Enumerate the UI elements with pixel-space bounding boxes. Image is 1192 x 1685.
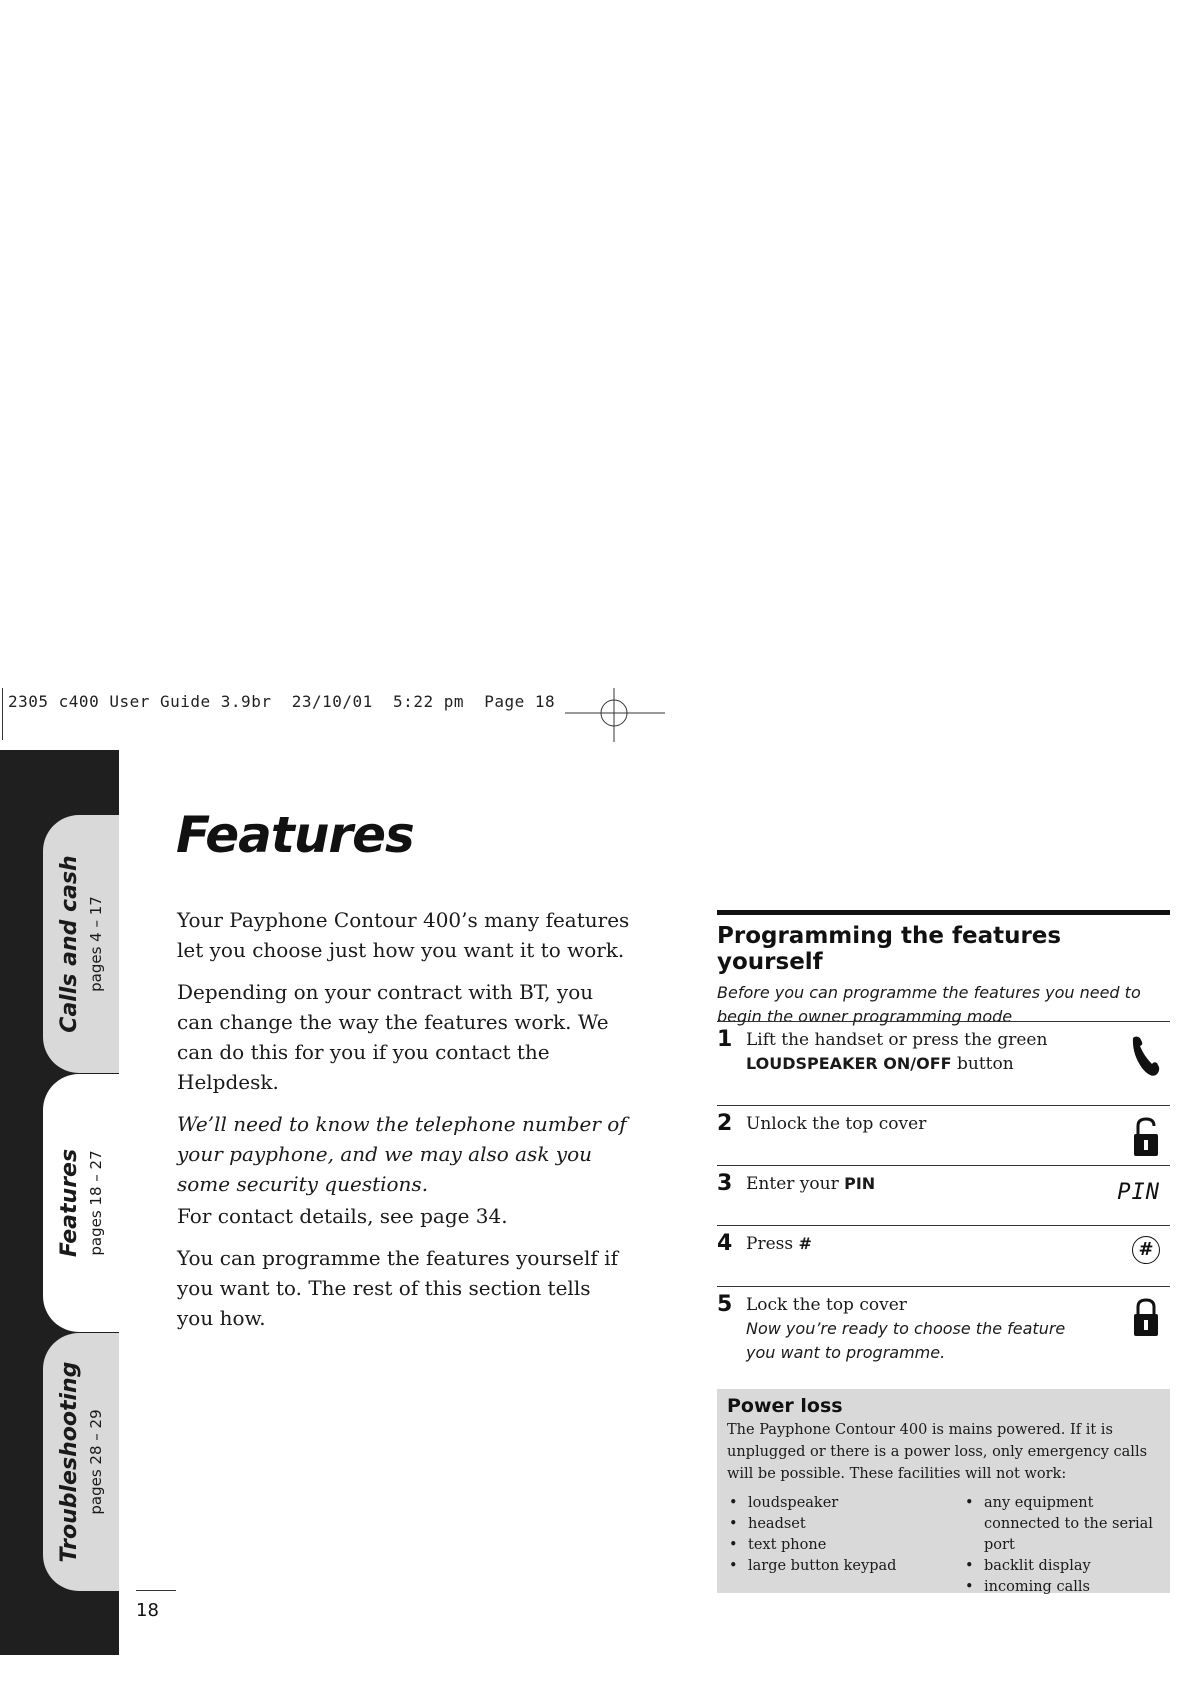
panel-rule: [717, 910, 1170, 915]
tab-troubleshooting[interactable]: [43, 1333, 119, 1591]
step-number: 5: [717, 1292, 733, 1317]
tab-title: Features: [57, 1148, 82, 1258]
contract-paragraph: Depending on your contract with BT, you can change the way the features work. We can do this for you if you contact the Helpdesk.: [177, 980, 609, 1094]
step-5: [717, 1286, 1170, 1383]
step-number: 1: [717, 1027, 733, 1052]
tab-title: Troubleshooting: [57, 1361, 82, 1563]
locked-padlock-icon: [1132, 1297, 1160, 1337]
tab-pages: pages 18 – 27: [87, 1150, 105, 1256]
step-text: Unlock the top cover: [746, 1114, 927, 1134]
step-list: [717, 1021, 1170, 1383]
list-item: • headset: [727, 1514, 963, 1535]
list-item: • text phone: [727, 1535, 963, 1556]
hash-key-icon[interactable]: #: [1132, 1236, 1160, 1264]
step-3: [717, 1165, 1170, 1225]
step-note: Now you’re ready to choose the feature you want to programme.: [746, 1319, 1066, 1362]
step-text: Lift the handset or press the green LOUDSPEAKER ON/OFF button: [746, 1030, 1048, 1074]
programming-panel: [717, 910, 1170, 1029]
list-item: • loudspeaker: [727, 1493, 963, 1514]
step-1: [717, 1021, 1170, 1105]
handset-icon: [1130, 1034, 1160, 1078]
step-number: 2: [717, 1111, 733, 1136]
step-text: Lock the top cover Now you’re ready to choose the feature you want to programme.: [746, 1293, 1086, 1365]
panel-subtitle: Before you can programme the features you need to begin the owner programming mode: [717, 983, 1141, 1026]
page-number-rule: [136, 1590, 176, 1591]
step-number: 3: [717, 1171, 733, 1196]
body-text: [177, 905, 632, 1345]
step-text: Press #: [746, 1234, 812, 1254]
facility-list-right: [963, 1493, 1153, 1598]
tab-title: Calls and cash: [57, 855, 82, 1033]
list-item: • incoming calls: [963, 1577, 1153, 1598]
section-sidebar: [0, 750, 119, 1655]
intro-paragraph: Your Payphone Contour 400’s many features let you choose just how you want it to work.: [177, 908, 630, 962]
facility-list-left: [727, 1493, 963, 1598]
tab-calls-and-cash[interactable]: [43, 815, 119, 1073]
panel-title: Programming the features yourself: [717, 923, 1062, 975]
tab-pages: pages 28 – 29: [87, 1409, 105, 1515]
tab-features[interactable]: [43, 1074, 119, 1332]
list-item: • any equipment connected to the serial port: [963, 1493, 1153, 1556]
tab-pages: pages 4 – 17: [87, 896, 105, 992]
list-item: • large button keypad: [727, 1556, 963, 1577]
pin-display-icon: PIN: [1117, 1180, 1160, 1205]
programme-paragraph: You can programme the features yourself if you want to. The rest of this section tells you how.: [177, 1246, 618, 1330]
security-note: We’ll need to know the telephone number of your payphone, and we may also ask you some security questions.: [177, 1112, 627, 1196]
step-2: [717, 1105, 1170, 1165]
power-loss-lists: [727, 1493, 1160, 1598]
list-item: • backlit display: [963, 1556, 1153, 1577]
power-loss-title: Power loss: [727, 1395, 843, 1417]
unlocked-padlock-icon: [1132, 1116, 1160, 1158]
crop-mark: [2, 688, 3, 740]
power-loss-box: [717, 1389, 1170, 1593]
power-loss-text: The Payphone Contour 400 is mains powered. If it is unplugged or there is a power loss, only emergency calls will be possible. These facilities will not work:: [727, 1422, 1148, 1482]
step-number: 4: [717, 1231, 733, 1256]
print-slug: 2305 c400 User Guide 3.9br 23/10/01 5:22 pm Page 18: [8, 692, 556, 711]
step-text: Enter your PIN: [746, 1174, 876, 1194]
registration-mark-icon: [565, 688, 665, 742]
page-number: 18: [136, 1600, 159, 1621]
contact-paragraph: For contact details, see page 34.: [177, 1204, 508, 1228]
page-title: Features: [176, 806, 414, 864]
step-4: [717, 1225, 1170, 1286]
